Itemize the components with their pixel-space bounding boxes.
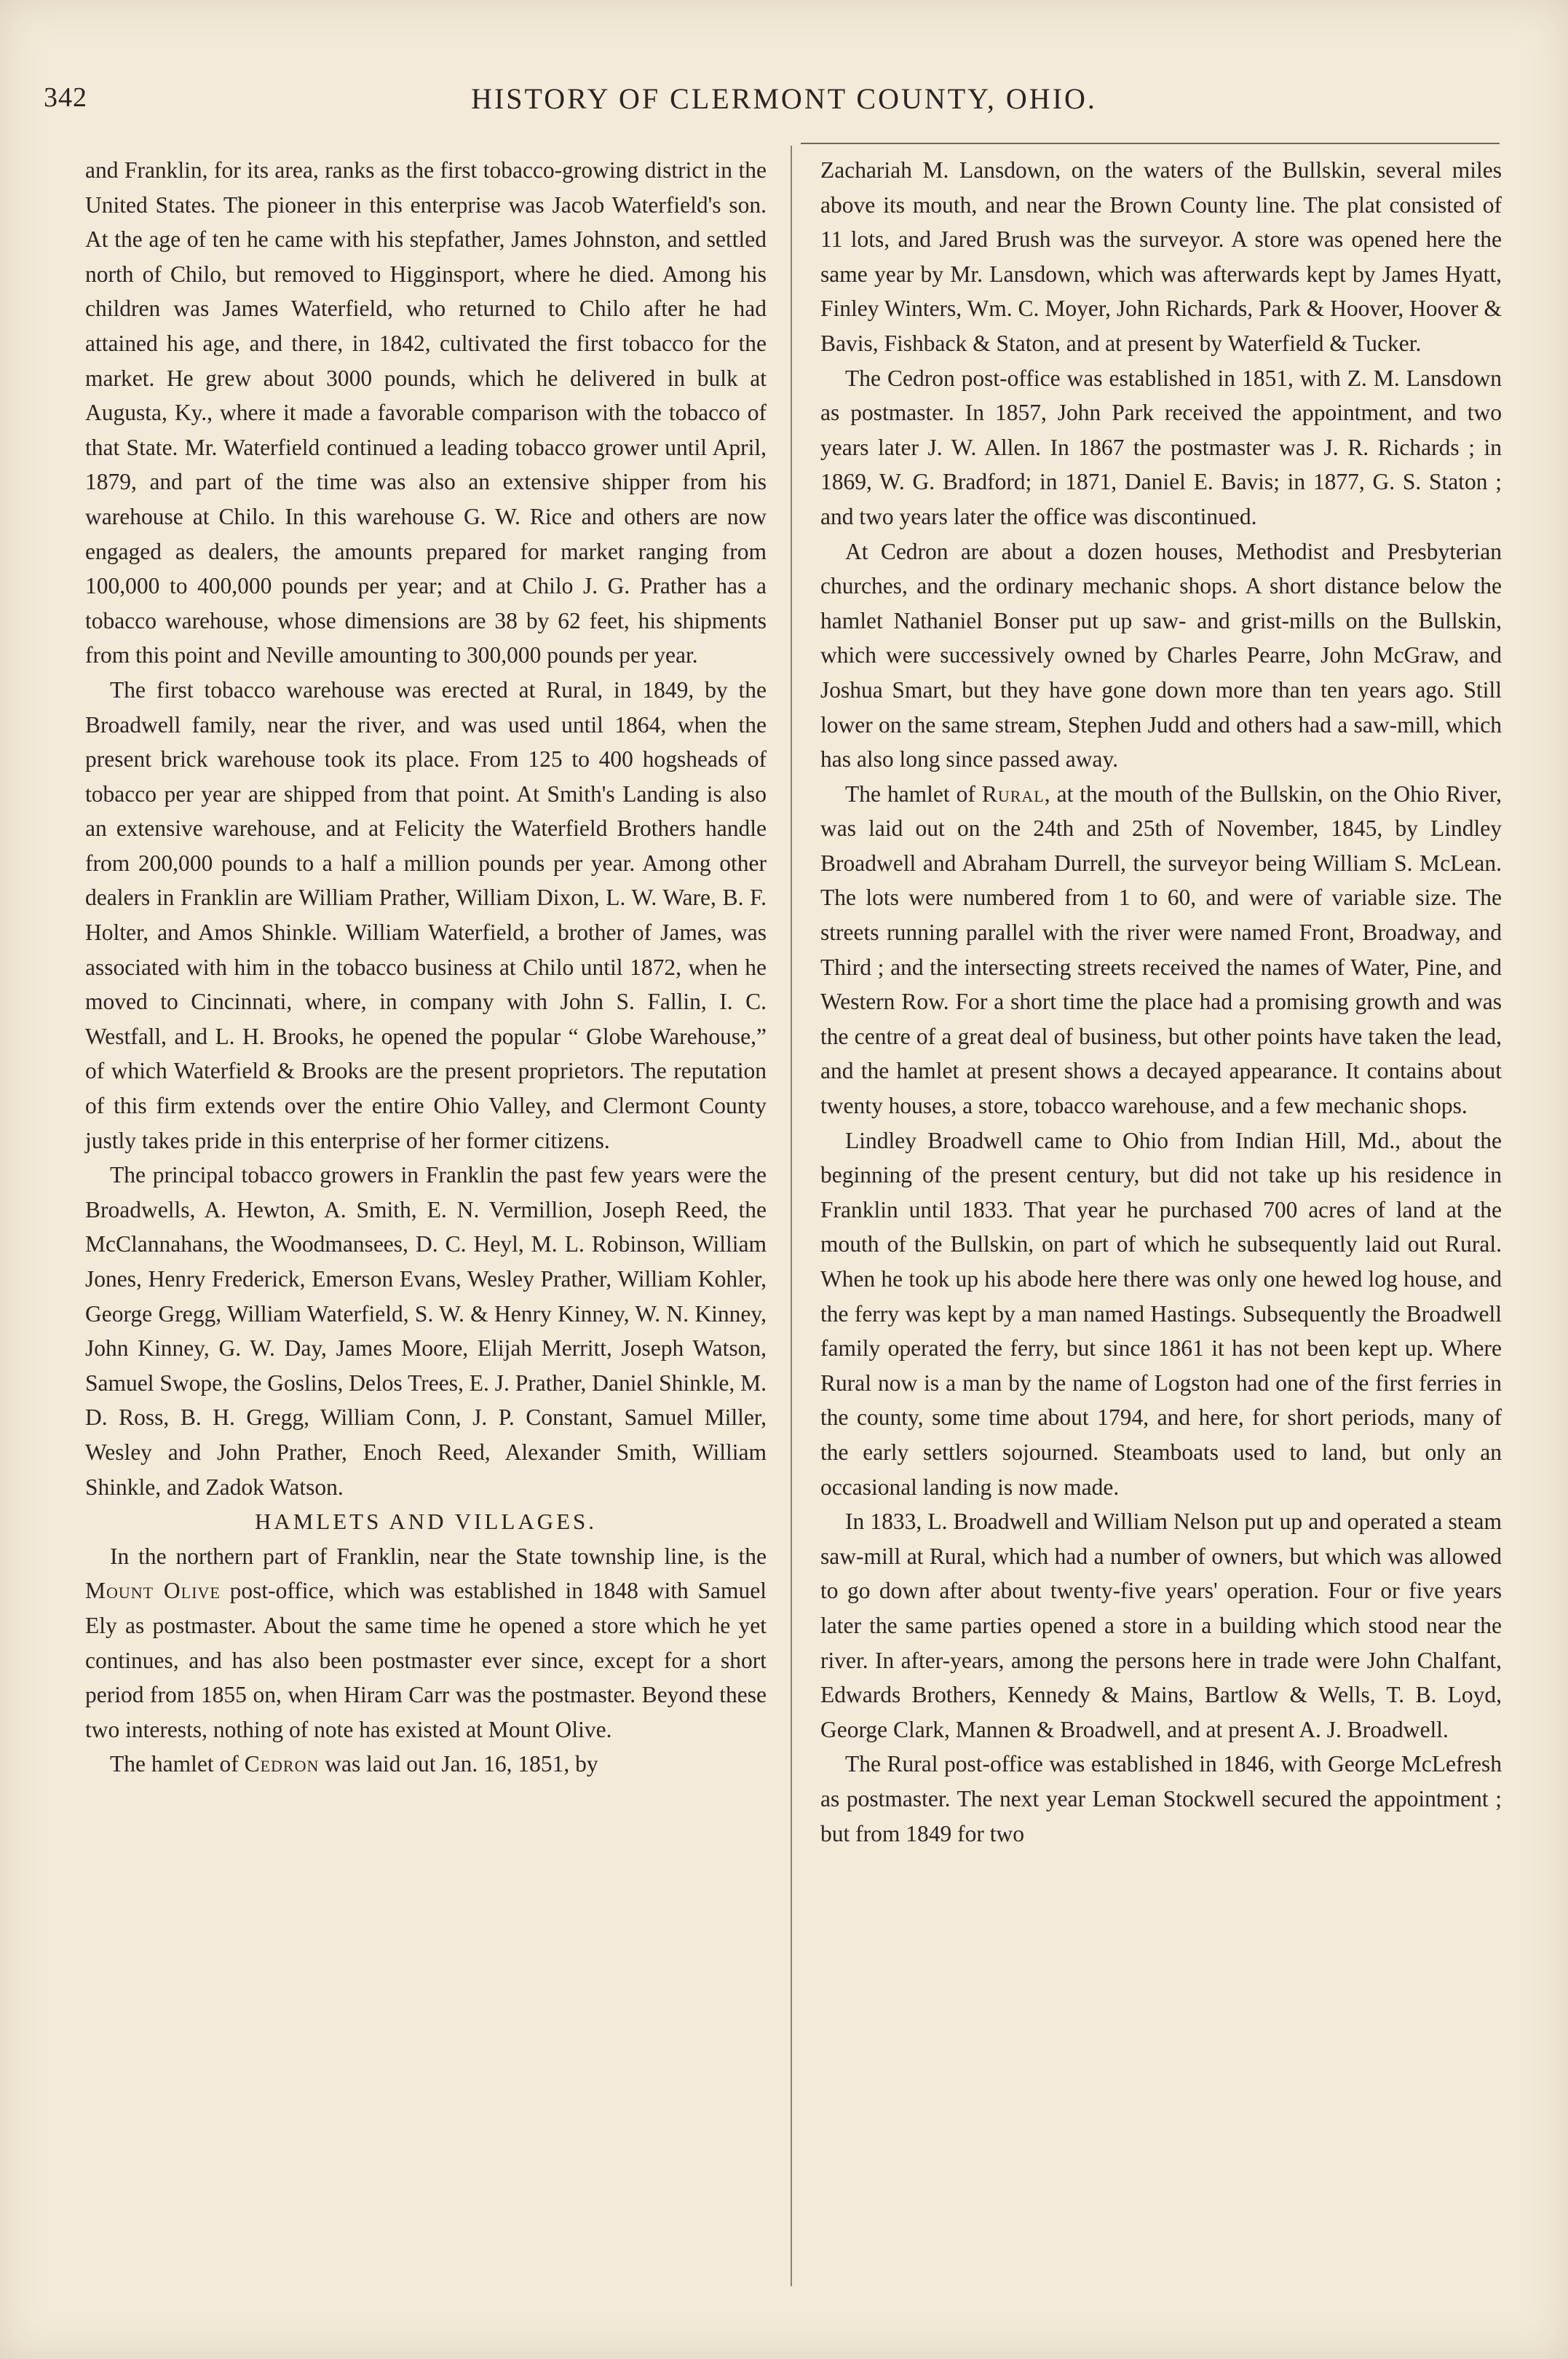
right-column bbox=[820, 153, 1502, 1851]
paragraph-tobacco-growers: The principal tobacco growers in Franklin the past few years were the Broadwells, A. Hewton, A. Smith, E. N. Vermillion, Joseph Reed, the McClannahans, the Woodmansees, D. C. Heyl, M. L. Robinson, William Jones, Henry Frederick, Emerson Evans, Wesley Prather, William Kohler, George Gregg, William Waterfield, S. W. & Henry Kinney, W. N. Kinney, John Kinney, G. W. Day, James Moore, Elijah Merritt, Joseph Watson, Samuel Swope, the Goslins, Delos Trees, E. J. Prather, Daniel Shinkle, M. D. Ross, B. H. Gregg, William Conn, J. P. Constant, Samuel Miller, Wesley and John Prather, Enoch Reed, Alexander Smith, William Shinkle, and Zadok Watson. bbox=[85, 1162, 767, 1500]
paragraph-cedron-houses: At Cedron are about a dozen houses, Methodist and Presbyterian churches, and the ordinary mechanic shops. A short distance below the hamlet Nathaniel Bonser put up saw- and grist-mills on the Bullskin, which were successively owned by Charles Pearre, John McGraw, and Joshua Smart, but they have gone down more than ten years ago. Still lower on the same stream, Stephen Judd and others had a saw-mill, which has also long since passed away. bbox=[820, 538, 1502, 772]
page-number: 342 bbox=[44, 82, 87, 113]
paragraph-rural-post-office: The Rural post-office was established in 1846, with George McLefresh as postmaster. The next year Leman Stockwell secured the appointment ; but from 1849 for two bbox=[820, 1751, 1502, 1846]
paragraph-cedron-post-office: The Cedron post-office was established in 1851, with Z. M. Lansdown as postmaster. In 1857, John Park received the appointment, and two years later J. W. Allen. In 1867 the postmaster was J. R. Richards ; in 1869, W. G. Bradford; in 1871, Daniel E. Bavis; in 1877, G. S. Staton ; and two years later the office was discontinued. bbox=[820, 365, 1502, 529]
text-run: The hamlet of bbox=[110, 1751, 245, 1777]
text-run: post-office, which was established in 1848 with Samuel Ely as postmaster. About the same time he opened a store which he yet continues, and has also been postmaster ever since, except for a short period from 1855 on, when Hiram Carr was the postmaster. Beyond these two interests, nothing of note has existed at Mount Olive. bbox=[85, 1578, 767, 1742]
text-run: In the northern part of Franklin, near the State township line, is the bbox=[110, 1543, 767, 1569]
place-name-rural: Rural bbox=[981, 781, 1045, 807]
running-title: HISTORY OF CLERMONT COUNTY, OHIO. bbox=[471, 82, 1097, 115]
column-divider bbox=[791, 146, 792, 2286]
paragraph-mount-olive bbox=[85, 1539, 767, 1747]
text-run: The hamlet of bbox=[845, 781, 982, 807]
paragraph-tobacco-district: and Franklin, for its area, ranks as the first tobacco-growing district in the United States. The pioneer in this enterprise was Jacob Waterfield's son. At the age of ten he came with his stepfather, James Johnston, and settled north of Chilo, but removed to Higginsport, where he died. Among his children was James Waterfield, who returned to Chilo after he had attained his age, and there, in 1842, cultivated the first tobacco for the market. He grew about 3000 pounds, which he delivered in bulk at Augusta, Ky., where it made a favorable comparison with the tobacco of that State. Mr. Waterfield continued a leading tobacco grower until April, 1879, and part of the time was also an extensive shipper from his warehouse at Chilo. In this warehouse G. W. Rice and others are now engaged as dealers, the amounts prepared for market ranging from 100,000 to 400,000 pounds per year; and at Chilo J. G. Prather has a tobacco warehouse, whose dimensions are 38 by 62 feet, his shipments from this point and Neville amounting to 300,000 pounds per year. bbox=[85, 157, 767, 668]
paragraph-cedron-continued: Zachariah M. Lansdown, on the waters of the Bullskin, several miles above its mouth, and near the Brown County line. The plat consisted of 11 lots, and Jared Brush was the surveyor. A store was opened here the same year by Mr. Lansdown, which was afterwards kept by James Hyatt, Finley Winters, Wm. C. Moyer, John Richards, Park & Hoover, Hoover & Bavis, Fishback & Staton, and at present by Waterfield & Tucker. bbox=[820, 157, 1502, 356]
place-name-cedron: Cedron bbox=[244, 1751, 320, 1777]
paragraph-first-warehouse: The first tobacco warehouse was erected at Rural, in 1849, by the Broadwell family, near the river, and was used until 1864, when the present brick warehouse took its place. From 125 to 400 hogsheads of tobacco per year are shipped from that point. At Smith's Landing is also an extensive warehouse, and at Felicity the Waterfield Brothers handle from 200,000 pounds to a half a million pounds per year. Among other dealers in Franklin are William Prather, William Dixon, L. W. Ware, B. F. Holter, and Amos Shinkle. William Waterfield, a brother of James, was associated with him in the tobacco business at Chilo until 1872, when he moved to Cincinnati, where, in company with John S. Fallin, I. C. Westfall, and L. H. Brooks, he opened the popular “ Globe Warehouse,” of which Waterfield & Brooks are the present proprietors. The reputation of this firm extends over the entire Ohio Valley, and Clermont County justly takes pride in this enterprise of her former citizens. bbox=[85, 676, 767, 1153]
section-heading-hamlets: HAMLETS AND VILLAGES. bbox=[254, 1509, 598, 1535]
text-run: , at the mouth of the Bullskin, on the Ohio River, was laid out on the 24th and 25th of November, 1845, by Lindley Broadwell and Abraham Durrell, the surveyor being William S. McLean. The lots were numbered from 1 to 60, and were of variable size. The streets running parallel with the river were named Front, Broadway, and Third ; and the intersecting streets received the names of Water, Pine, and Western Row. For a short time the place had a promising growth and was the centre of a great deal of business, but other points have taken the lead, and the hamlet at present shows a decayed appearance. It contains about twenty houses, a store, tobacco warehouse, and a few mechanic shops. bbox=[820, 781, 1502, 1119]
paragraph-saw-mill: In 1833, L. Broadwell and William Nelson put up and operated a steam saw-mill at Rural, which had a number of owners, but which was allowed to go down after about twenty-five years' operation. Four or five years later the same parties opened a store in a building which stood near the river. In after-years, among the persons here in trade were John Chalfant, Edwards Brothers, Kennedy & Mains, Bartlow & Wells, T. B. Loyd, George Clark, Mannen & Broadwell, and at present A. J. Broadwell. bbox=[820, 1509, 1502, 1742]
left-column bbox=[85, 153, 767, 1782]
text-run: was laid out Jan. 16, 1851, by bbox=[319, 1751, 598, 1777]
place-name-mount-olive: Mount Olive bbox=[85, 1578, 221, 1604]
paragraph-lindley-broadwell: Lindley Broadwell came to Ohio from Indian Hill, Md., about the beginning of the present century, but did not take up his residence in Franklin until 1833. That year he purchased 700 acres of land at the mouth of the Bullskin, on part of which he subsequently laid out Rural. When he took up his abode here there was only one hewed log house, and the ferry was kept by a man named Hastings. Subsequently the Broadwell family operated the ferry, but since 1861 it has not been kept up. Where Rural now is a man by the name of Logston had one of the first ferries in the county, some time about 1794, and here, for short periods, many of the early settlers sojourned. Steamboats used to land, but only an occasional landing is now made. bbox=[820, 1127, 1502, 1500]
header-rule bbox=[801, 143, 1500, 144]
paragraph-cedron-start bbox=[85, 1747, 767, 1782]
paragraph-rural-hamlet bbox=[820, 777, 1502, 1123]
